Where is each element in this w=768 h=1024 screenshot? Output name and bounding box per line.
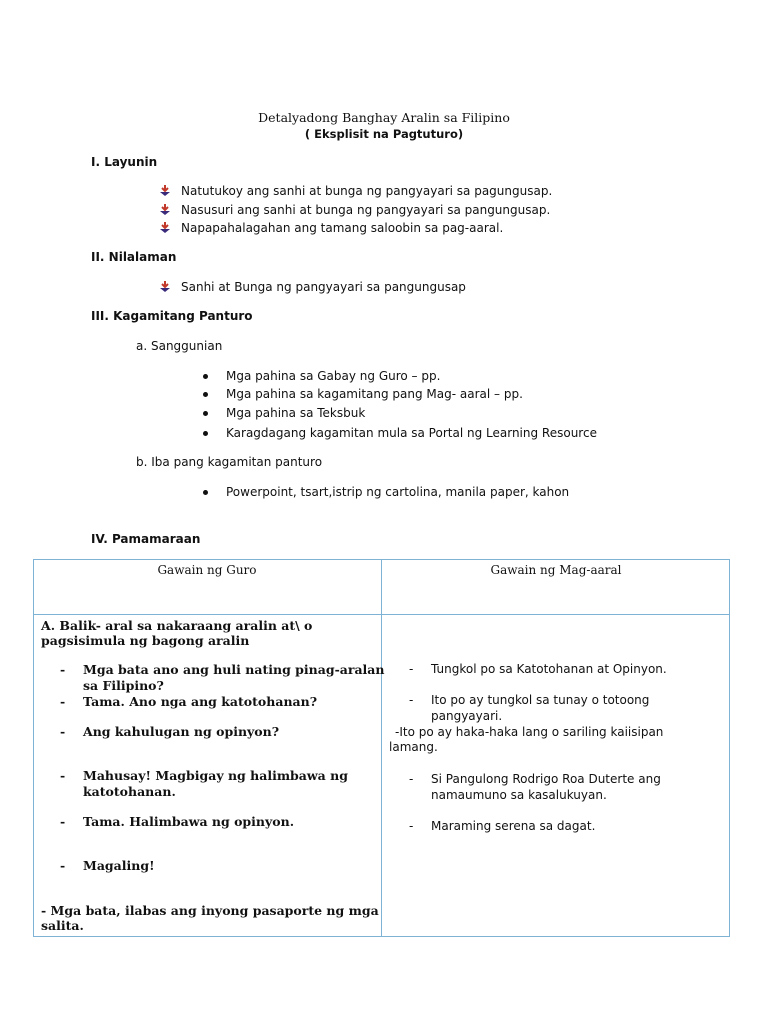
section-heading-layunin: I. Layunin	[91, 155, 158, 169]
objective-item: Napapahalagahan ang tamang saloobin sa pag-aaral.	[181, 221, 504, 235]
round-bullet-icon	[203, 374, 208, 379]
teacher-line: Ang kahulugan ng opinyon?	[83, 724, 280, 739]
reference-item: Mga pahina sa Gabay ng Guro – pp.	[226, 369, 441, 383]
list-dash: -	[60, 858, 66, 873]
reference-item: Mga pahina sa Teksbuk	[226, 406, 366, 420]
guro-section-title: A. Balik- aral sa nakaraang aralin at\ o	[41, 618, 313, 633]
list-dash: -	[409, 662, 414, 676]
student-line: Ito po ay tungkol sa tunay o totoong	[431, 693, 650, 707]
list-dash: -	[409, 819, 414, 833]
guro-section-title: pagsisimula ng bagong aralin	[41, 633, 250, 648]
teacher-line: Tama. Halimbawa ng opinyon.	[83, 814, 295, 829]
arrow-bullet-icon	[159, 185, 171, 197]
teacher-line: salita.	[41, 918, 84, 933]
material-item: Powerpoint, tsart,istrip ng cartolina, manila paper, kahon	[226, 485, 570, 499]
subsection-sanggunian: a. Sanggunian	[136, 339, 223, 353]
teacher-line: Mga bata ano ang huli nating pinag-aralan	[83, 662, 385, 677]
objective-item: Nasusuri ang sanhi at bunga ng pangyayari sa pangungusap.	[181, 203, 551, 217]
round-bullet-icon	[203, 392, 208, 397]
student-line: -Ito po ay haka-haka lang o sariling kaiisipan	[395, 725, 664, 739]
teacher-line: sa Filipino?	[83, 678, 164, 693]
section-heading-kagamitan: III. Kagamitang Panturo	[91, 309, 253, 323]
list-dash: -	[60, 694, 66, 709]
list-dash: -	[60, 814, 66, 829]
table-header-mag-aaral: Gawain ng Mag-aaral	[490, 563, 622, 577]
objective-item: Natutukoy ang sanhi at bunga ng pangyayari sa pagungusap.	[181, 184, 553, 198]
list-dash: -	[409, 693, 414, 707]
student-line: lamang.	[389, 740, 438, 754]
arrow-bullet-icon	[159, 222, 171, 234]
reference-item: Karagdagang kagamitan mula sa Portal ng Learning Resource	[226, 426, 597, 440]
content-item: Sanhi at Bunga ng pangyayari sa pangungusap	[181, 280, 466, 294]
round-bullet-icon	[203, 431, 208, 436]
reference-item: Mga pahina sa kagamitang pang Mag- aaral – pp.	[226, 387, 523, 401]
teacher-line: - Mga bata, ilabas ang inyong pasaporte ng mga	[41, 903, 379, 918]
student-line: Tungkol po sa Katotohanan at Opinyon.	[431, 662, 667, 676]
document-title: Detalyadong Banghay Aralin sa Filipino	[258, 110, 510, 125]
list-dash: -	[409, 772, 414, 786]
teacher-line: Tama. Ano nga ang katotohanan?	[83, 694, 318, 709]
list-dash: -	[60, 662, 66, 677]
table-column-divider	[381, 559, 382, 937]
student-line: Si Pangulong Rodrigo Roa Duterte ang	[431, 772, 661, 786]
subsection-iba-pang-kagamitan: b. Iba pang kagamitan panturo	[136, 455, 323, 469]
section-heading-pamamaraan: IV. Pamamaraan	[91, 532, 201, 546]
table-header-guro: Gawain ng Guro	[157, 563, 257, 577]
student-line: namaumuno sa kasalukuyan.	[431, 788, 607, 802]
table-header-divider	[33, 614, 730, 615]
list-dash: -	[60, 768, 66, 783]
teacher-line: Magaling!	[83, 858, 155, 873]
teacher-line: Mahusay! Magbigay ng halimbawa ng	[83, 768, 348, 783]
arrow-bullet-icon	[159, 281, 171, 293]
document-subtitle: ( Eksplisit na Pagtuturo)	[304, 127, 464, 141]
teacher-line: katotohanan.	[83, 784, 176, 799]
round-bullet-icon	[203, 411, 208, 416]
section-heading-nilalaman: II. Nilalaman	[91, 250, 177, 264]
student-line: pangyayari.	[431, 709, 503, 723]
student-line: Maraming serena sa dagat.	[431, 819, 596, 833]
round-bullet-icon	[203, 490, 208, 495]
arrow-bullet-icon	[159, 204, 171, 216]
list-dash: -	[60, 724, 66, 739]
